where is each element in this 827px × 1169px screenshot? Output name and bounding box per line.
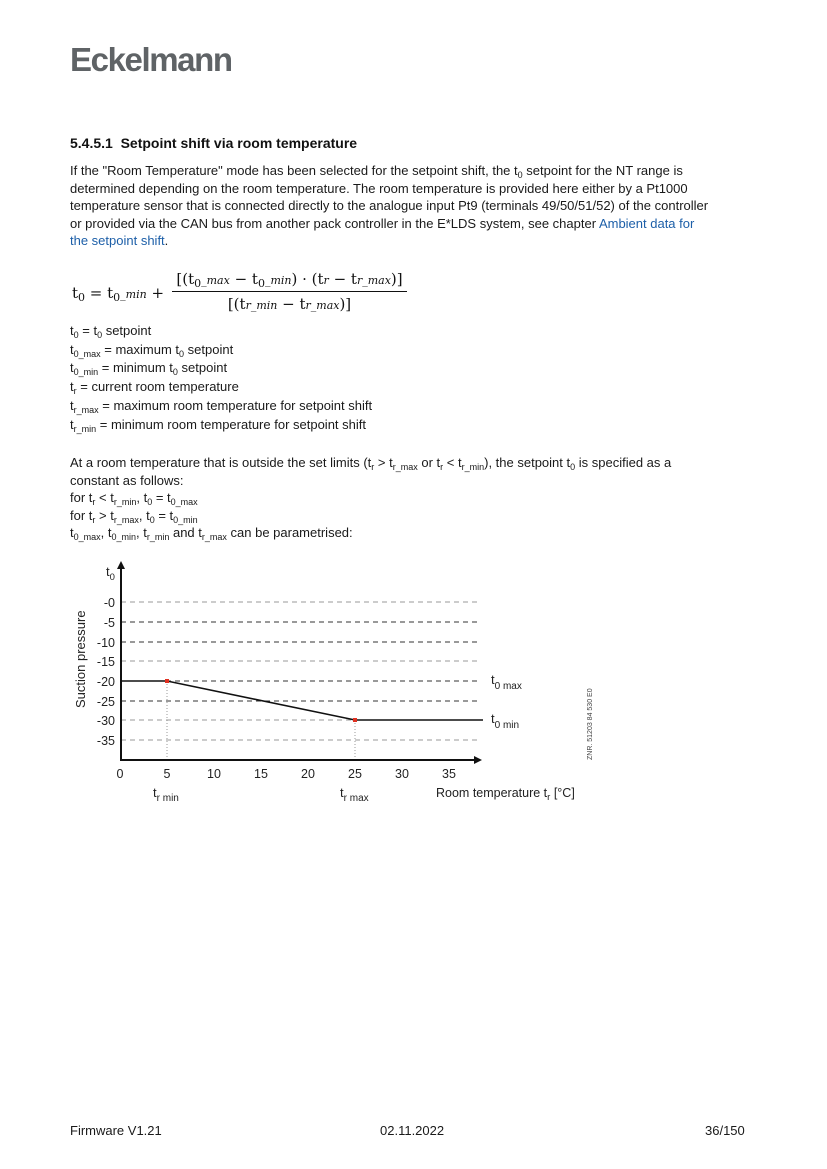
svg-text:5: 5	[163, 767, 171, 781]
drawing-number: ZNR. 51203 84 530 E0	[587, 688, 594, 760]
intro-paragraph: If the "Room Temperature" mode has been selected for the setpoint shift, the $t_0$ setpoint for the NT range is determined depending on the room temperature. The room temperature is provided here either by a Pt1000 temperature sensor that is connected directly to the analogue input Pt9 (terminals 49/50/51/52) of the controller or provided via the CAN bus from another pack controller in the E*LDS system, see chapter Ambient data for the setpoint shift.	[70, 163, 709, 248]
svg-text:-15: -15	[96, 655, 115, 669]
y-axis-symbol: $t_0$	[106, 564, 115, 583]
definition-item: $t_{r\_min}$ = minimum room temperature for setpoint shift	[70, 416, 366, 434]
svg-text:-5: -5	[103, 616, 115, 630]
tr-min-label: $t_{r min}$	[153, 785, 179, 804]
svg-text:10: 10	[207, 767, 221, 781]
x-axis-arrow-icon	[474, 756, 482, 764]
svg-text:25: 25	[348, 767, 362, 781]
svg-text:-25: -25	[96, 695, 115, 709]
section-heading: 5.4.5.1 Setpoint shift via room temperature	[70, 135, 358, 151]
limits-paragraph: At a room temperature that is outside the set limits ($t_r > t_{r\_max}$ or $t_r < t_{r\_min}$), the setpoint $t_0$ is specified as a constant as follows: for $t_r < t_{r\_min}$, $t_0 = t_{0\_max}$ for $t_r > t_{r\_max}$, $t_0 = t_{0\_min}$ $t_{0\_max}$, $t_{0\_min}$, $t_{r\_min}$ and $t_{r\_max}$ can be parametrised:	[70, 454, 770, 542]
t0-min-label: $t_{0 min}$	[491, 711, 520, 731]
y-axis-arrow-icon	[117, 561, 125, 569]
svg-text:30: 30	[395, 767, 409, 781]
tr-max-label: $t_{r max}$	[340, 785, 369, 804]
rule-below-min: for $t_r < t_{r\_min}$, $t_0 = t_{0\_max}$	[70, 490, 198, 507]
svg-text:15: 15	[254, 767, 268, 781]
definition-item: $t_{0\_max}$ = maximum $t_0$ setpoint	[70, 341, 234, 359]
ambient-data-link-cont[interactable]: the setpoint shift	[70, 233, 165, 248]
tr-min-point	[165, 679, 169, 683]
y-axis-label: Suction pressure	[73, 610, 88, 708]
tr-max-point	[353, 718, 357, 722]
svg-text:-0: -0	[103, 596, 115, 610]
definition-item: $t_0 = t_0$ setpoint	[70, 323, 152, 340]
footer-page-number: 36/150	[705, 1123, 745, 1138]
svg-text:-30: -30	[96, 714, 115, 728]
t0-max-label: $t_{0 max}$	[491, 672, 522, 692]
svg-text:0: 0	[116, 767, 124, 781]
parametrised-note: $t_{0\_max}$, $t_{0\_min}$, $t_{r\_min}$ and $t_{r\_max}$ can be parametrised:	[70, 525, 353, 542]
rule-above-max: for $t_r > t_{r\_max}$, $t_0 = t_{0\_min}$	[70, 507, 198, 525]
svg-text:-20: -20	[96, 675, 115, 689]
x-axis-label: Room temperature $t_r$ [°C]	[436, 786, 575, 803]
svg-text:-10: -10	[96, 636, 115, 650]
definition-item: $t_{r\_max}$ = maximum room temperature for setpoint shift	[70, 397, 373, 415]
footer-date: 02.11.2022	[380, 1123, 445, 1138]
definition-item: $t_r$ = current room temperature	[70, 379, 239, 397]
svg-text:35: 35	[442, 767, 456, 781]
ambient-data-link[interactable]: Ambient data for	[598, 215, 695, 231]
x-tick-labels	[117, 767, 456, 781]
definitions-list	[70, 322, 372, 434]
svg-text:-35: -35	[96, 734, 115, 748]
definition-item: $t_{0\_min}$ = minimum $t_0$ setpoint	[70, 360, 228, 378]
eckelmann-logo: Eckelmann	[70, 41, 232, 78]
footer-firmware: Firmware V1.21	[70, 1123, 162, 1138]
y-tick-labels	[97, 596, 115, 748]
setpoint-shift-chart	[0, 555, 827, 815]
svg-text:20: 20	[301, 767, 315, 781]
